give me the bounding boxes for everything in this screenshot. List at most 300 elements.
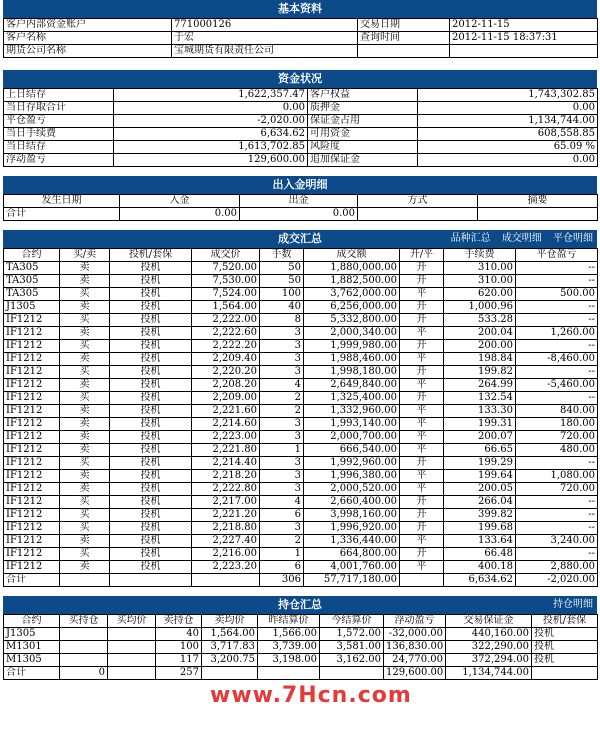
trade-cell: 1,992,960.00	[304, 457, 400, 470]
cashflow-header-row	[4, 195, 598, 208]
fund-label: 平仓盈亏	[4, 115, 114, 128]
trades-total-cell	[400, 574, 444, 587]
position-cell: M1305	[4, 654, 60, 667]
positions-total-cell	[258, 667, 320, 680]
trades-col-header: 开/平	[400, 249, 444, 262]
trade-cell: 开	[400, 522, 444, 535]
trade-cell: 1,564.00	[192, 301, 260, 314]
trade-cell: 买	[60, 496, 110, 509]
trade-row	[4, 561, 598, 574]
trade-cell: 2,000,340.00	[304, 327, 400, 340]
trade-cell: -8,460.00	[516, 353, 598, 366]
positions-table	[3, 614, 598, 680]
trade-cell: TA305	[4, 275, 60, 288]
name-value: 于宏	[172, 32, 358, 45]
link-position-details[interactable]: 持仓明细	[553, 599, 593, 610]
empty-cell	[358, 45, 450, 58]
trade-cell: TA305	[4, 262, 60, 275]
trade-cell: 3	[260, 340, 304, 353]
empty-cell	[450, 45, 598, 58]
position-cell: 1,572.00	[320, 628, 384, 641]
funds-row	[4, 141, 598, 154]
trade-cell: --	[516, 314, 598, 327]
trade-cell: 投机	[110, 288, 192, 301]
trades-col-header: 成交额	[304, 249, 400, 262]
trade-cell: 7,530.00	[192, 275, 260, 288]
trade-cell: 平	[400, 431, 444, 444]
trade-cell: 卖	[60, 327, 110, 340]
trade-date-label: 交易日期	[358, 19, 450, 32]
trade-cell: 2,218.20	[192, 470, 260, 483]
trade-cell: 480.00	[516, 444, 598, 457]
trade-cell: 卖	[60, 444, 110, 457]
trade-row	[4, 379, 598, 392]
position-row	[4, 628, 598, 641]
cashflow-col-header: 入金	[120, 195, 240, 208]
cashflow-section	[3, 176, 597, 221]
fund-value: 0.00	[114, 102, 308, 115]
trade-cell: 2,000,700.00	[304, 431, 400, 444]
trades-total-cell	[60, 574, 110, 587]
trade-cell: 开	[400, 548, 444, 561]
trade-cell: 7,520.00	[192, 262, 260, 275]
positions-header-row	[4, 615, 598, 628]
trade-cell: 投机	[110, 418, 192, 431]
position-cell: 100	[156, 641, 202, 654]
trade-cell: 1,080.00	[516, 470, 598, 483]
trade-row	[4, 405, 598, 418]
trade-cell: 平	[400, 327, 444, 340]
fund-value: 608,558.85	[418, 128, 598, 141]
trade-cell: 平	[400, 379, 444, 392]
trade-cell: 2,222.60	[192, 327, 260, 340]
fund-value: 0.00	[418, 154, 598, 167]
positions-title: 持仓汇总	[278, 598, 322, 611]
trade-cell: 1,998,180.00	[304, 366, 400, 379]
trade-cell: 1,880,000.00	[304, 262, 400, 275]
trade-cell: 310.00	[444, 275, 516, 288]
trade-cell: IF1212	[4, 314, 60, 327]
funds-row	[4, 89, 598, 102]
trade-cell: 133.30	[444, 405, 516, 418]
trade-cell: 2,223.20	[192, 561, 260, 574]
cashflow-col-header: 方式	[358, 195, 478, 208]
cashflow-total-row	[4, 208, 598, 221]
position-cell	[108, 654, 156, 667]
trades-col-header: 合约	[4, 249, 60, 262]
trade-cell: 3	[260, 418, 304, 431]
trade-cell: IF1212	[4, 522, 60, 535]
trade-cell: 2,209.00	[192, 392, 260, 405]
trade-cell: 买	[60, 548, 110, 561]
trade-cell: 买	[60, 366, 110, 379]
fund-label: 客户权益	[308, 89, 418, 102]
trade-cell: 投机	[110, 275, 192, 288]
link-close-details[interactable]: 平仓明细	[553, 233, 593, 244]
position-cell: 1,566.00	[258, 628, 320, 641]
positions-total-cell	[532, 667, 598, 680]
trade-cell: IF1212	[4, 340, 60, 353]
basic-info-header: 基本资料	[3, 0, 597, 18]
trade-cell: 1	[260, 548, 304, 561]
trade-date-value: 2012-11-15	[450, 19, 598, 32]
trade-cell: 投机	[110, 301, 192, 314]
trade-cell: 3	[260, 366, 304, 379]
trade-cell: 投机	[110, 405, 192, 418]
cashflow-total-cell: 合计	[4, 208, 120, 221]
trade-cell: 平	[400, 288, 444, 301]
basic-info-row	[4, 19, 598, 32]
trade-cell: 310.00	[444, 262, 516, 275]
trade-cell: 投机	[110, 379, 192, 392]
trade-cell: --	[516, 392, 598, 405]
trade-cell: 买	[60, 509, 110, 522]
trade-cell: 3	[260, 353, 304, 366]
trade-cell: 投机	[110, 444, 192, 457]
trade-cell: 1,336,440.00	[304, 535, 400, 548]
cashflow-col-header: 摘要	[478, 195, 598, 208]
positions-total-row	[4, 667, 598, 680]
trade-cell: 720.00	[516, 431, 598, 444]
fund-label: 当日结存	[4, 141, 114, 154]
trades-section	[3, 230, 597, 587]
cashflow-table	[3, 194, 598, 221]
trade-cell: 投机	[110, 392, 192, 405]
trade-cell: 50	[260, 262, 304, 275]
trade-cell: IF1212	[4, 353, 60, 366]
position-cell	[108, 628, 156, 641]
trade-cell: IF1212	[4, 327, 60, 340]
position-cell	[60, 641, 108, 654]
trade-row	[4, 392, 598, 405]
trade-cell: IF1212	[4, 470, 60, 483]
trade-cell: IF1212	[4, 418, 60, 431]
trade-cell: 平	[400, 405, 444, 418]
trade-cell: 投机	[110, 561, 192, 574]
trade-row	[4, 444, 598, 457]
query-time-value: 2012-11-15 18:37:31	[450, 32, 598, 45]
trade-cell: 2,214.60	[192, 418, 260, 431]
trades-total-cell: 57,717,180.00	[304, 574, 400, 587]
trade-cell: 200.00	[444, 340, 516, 353]
trade-cell: 1,993,140.00	[304, 418, 400, 431]
position-cell: 3,200.75	[202, 654, 258, 667]
basic-info-row	[4, 45, 598, 58]
positions-total-cell	[202, 667, 258, 680]
statement	[3, 0, 597, 689]
trade-row	[4, 275, 598, 288]
fund-label: 保证金占用	[308, 115, 418, 128]
trade-cell: 买	[60, 314, 110, 327]
trade-cell: 开	[400, 457, 444, 470]
trade-cell: 4	[260, 379, 304, 392]
trade-cell: 卖	[60, 418, 110, 431]
trade-cell: TA305	[4, 288, 60, 301]
trade-cell: 3,240.00	[516, 535, 598, 548]
trade-cell: 6	[260, 509, 304, 522]
trade-cell: IF1212	[4, 366, 60, 379]
trades-col-header: 平仓盈亏	[516, 249, 598, 262]
company-label: 期货公司名称	[4, 45, 172, 58]
trades-col-header: 成交价	[192, 249, 260, 262]
trade-cell: 200.05	[444, 483, 516, 496]
fund-label: 当日存取合计	[4, 102, 114, 115]
trade-row	[4, 470, 598, 483]
funds-row	[4, 115, 598, 128]
fund-value: 1,613,702.85	[114, 141, 308, 154]
trade-cell: 卖	[60, 470, 110, 483]
trade-cell: 66.48	[444, 548, 516, 561]
trade-row	[4, 535, 598, 548]
trade-cell: 卖	[60, 353, 110, 366]
trade-cell: 买	[60, 288, 110, 301]
trade-cell: --	[516, 262, 598, 275]
trade-cell: 500.00	[516, 288, 598, 301]
trade-cell: 投机	[110, 483, 192, 496]
trade-cell: 4	[260, 496, 304, 509]
trade-cell: 2,880.00	[516, 561, 598, 574]
fund-value: 129,600.00	[114, 154, 308, 167]
trade-cell: 开	[400, 496, 444, 509]
trade-cell: 2,220.20	[192, 366, 260, 379]
trade-cell: 开	[400, 314, 444, 327]
funds-row	[4, 128, 598, 141]
trade-cell: 840.00	[516, 405, 598, 418]
fund-label: 浮动盈亏	[4, 154, 114, 167]
positions-col-header: 今结算价	[320, 615, 384, 628]
trade-cell: 投机	[110, 470, 192, 483]
trade-cell: 2,208.20	[192, 379, 260, 392]
trade-cell: 卖	[60, 431, 110, 444]
positions-col-header: 交易保证金	[446, 615, 532, 628]
trade-cell: 2,660,400.00	[304, 496, 400, 509]
position-row	[4, 654, 598, 667]
name-label: 客户名称	[4, 32, 172, 45]
positions-links	[545, 596, 593, 614]
positions-total-cell: 129,600.00	[384, 667, 446, 680]
trade-cell: 199.68	[444, 522, 516, 535]
positions-col-header: 卖持仓	[156, 615, 202, 628]
position-cell: 24,770.00	[384, 654, 446, 667]
trade-cell: IF1212	[4, 392, 60, 405]
trades-col-header: 手数	[260, 249, 304, 262]
trade-cell: 720.00	[516, 483, 598, 496]
trade-cell: 平	[400, 444, 444, 457]
trade-cell: 180.00	[516, 418, 598, 431]
trade-cell: 2	[260, 392, 304, 405]
trade-cell: IF1212	[4, 457, 60, 470]
trade-cell: 开	[400, 262, 444, 275]
link-variety-summary[interactable]: 品种汇总	[450, 233, 491, 244]
funds-section	[3, 70, 597, 167]
position-cell: 投机	[532, 641, 598, 654]
trade-row	[4, 340, 598, 353]
positions-total-cell: 合计	[4, 667, 60, 680]
trade-row	[4, 457, 598, 470]
position-cell: 117	[156, 654, 202, 667]
trade-cell: 1	[260, 444, 304, 457]
trade-cell: 133.64	[444, 535, 516, 548]
funds-header: 资金状况	[3, 70, 597, 88]
positions-col-header: 合约	[4, 615, 60, 628]
trade-cell: IF1212	[4, 444, 60, 457]
trade-cell: J1305	[4, 301, 60, 314]
trade-cell: 620.00	[444, 288, 516, 301]
positions-col-header: 买持仓	[60, 615, 108, 628]
trades-table	[3, 248, 598, 587]
trades-col-header: 买/卖	[60, 249, 110, 262]
trade-row	[4, 522, 598, 535]
trade-cell: 平	[400, 353, 444, 366]
trade-cell: 1,882,500.00	[304, 275, 400, 288]
trade-cell: 2,216.00	[192, 548, 260, 561]
account-label: 客户内部资金账户	[4, 19, 172, 32]
trade-cell: 买	[60, 340, 110, 353]
trade-row	[4, 431, 598, 444]
fund-label: 追加保证金	[308, 154, 418, 167]
trade-cell: 200.07	[444, 431, 516, 444]
funds-table	[3, 88, 598, 167]
trade-cell: 132.54	[444, 392, 516, 405]
trade-cell: 5,332,800.00	[304, 314, 400, 327]
trade-cell: 投机	[110, 314, 192, 327]
funds-row	[4, 102, 598, 115]
position-cell: 322,290.00	[446, 641, 532, 654]
trade-cell: 3	[260, 457, 304, 470]
trade-cell: 1,325,400.00	[304, 392, 400, 405]
trade-cell: 1,332,960.00	[304, 405, 400, 418]
trade-cell: 199.29	[444, 457, 516, 470]
positions-header	[3, 596, 597, 614]
fund-value: 1,743,302.85	[418, 89, 598, 102]
position-cell: 投机	[532, 654, 598, 667]
position-cell: 440,160.00	[446, 628, 532, 641]
trade-cell: 投机	[110, 509, 192, 522]
fund-label: 风险度	[308, 141, 418, 154]
trade-cell: 1,260.00	[516, 327, 598, 340]
trade-cell: 卖	[60, 301, 110, 314]
trade-cell: 2,222.00	[192, 314, 260, 327]
trade-cell: 平	[400, 483, 444, 496]
trade-cell: IF1212	[4, 548, 60, 561]
trade-row	[4, 366, 598, 379]
trade-cell: 266.04	[444, 496, 516, 509]
fund-label: 上日结存	[4, 89, 114, 102]
positions-col-header: 卖均价	[202, 615, 258, 628]
trade-cell: 开	[400, 275, 444, 288]
trade-cell: 1,999,980.00	[304, 340, 400, 353]
position-cell: 372,294.00	[446, 654, 532, 667]
fund-value: 6,634.62	[114, 128, 308, 141]
trade-cell: 买	[60, 392, 110, 405]
trade-cell: 3,762,000.00	[304, 288, 400, 301]
trade-cell: 66.65	[444, 444, 516, 457]
trade-cell: 199.31	[444, 418, 516, 431]
positions-total-cell	[320, 667, 384, 680]
trade-cell: 199.82	[444, 366, 516, 379]
trade-cell: 1,000.96	[444, 301, 516, 314]
trades-total-cell: 306	[260, 574, 304, 587]
trade-cell: 6	[260, 561, 304, 574]
cashflow-total-cell: 0.00	[240, 208, 358, 221]
query-time-label: 查询时间	[358, 32, 450, 45]
trade-cell: 卖	[60, 262, 110, 275]
trade-cell: 50	[260, 275, 304, 288]
trade-cell: --	[516, 509, 598, 522]
trade-cell: 投机	[110, 340, 192, 353]
trade-cell: 198.84	[444, 353, 516, 366]
trade-cell: 3,998,160.00	[304, 509, 400, 522]
trade-cell: IF1212	[4, 561, 60, 574]
trade-row	[4, 548, 598, 561]
trade-cell: 3	[260, 483, 304, 496]
trades-col-header: 手续费	[444, 249, 516, 262]
trade-cell: 开	[400, 392, 444, 405]
account-value: 771000126	[172, 19, 358, 32]
trade-cell: 264.99	[444, 379, 516, 392]
trade-row	[4, 314, 598, 327]
trade-cell: --	[516, 522, 598, 535]
fund-label: 可用资金	[308, 128, 418, 141]
trades-total-cell	[110, 574, 192, 587]
cashflow-col-header: 出金	[240, 195, 358, 208]
trade-cell: 投机	[110, 457, 192, 470]
fund-value: 1,134,744.00	[418, 115, 598, 128]
trade-cell: 2,221.20	[192, 509, 260, 522]
trade-cell: 卖	[60, 379, 110, 392]
trade-cell: 2,223.00	[192, 431, 260, 444]
trade-row	[4, 301, 598, 314]
trade-cell: 1,996,920.00	[304, 522, 400, 535]
trade-cell: 卖	[60, 483, 110, 496]
position-cell: 1,564.00	[202, 628, 258, 641]
trade-cell: 开	[400, 301, 444, 314]
trade-cell: 投机	[110, 353, 192, 366]
trade-cell: 2,221.80	[192, 444, 260, 457]
cashflow-col-header: 发生日期	[4, 195, 120, 208]
trades-total-cell: 合计	[4, 574, 60, 587]
trade-cell: --	[516, 457, 598, 470]
position-row	[4, 641, 598, 654]
trade-cell: --	[516, 366, 598, 379]
cashflow-header: 出入金明细	[3, 176, 597, 194]
link-trade-details[interactable]: 成交明细	[501, 233, 542, 244]
positions-total-cell: 0	[60, 667, 108, 680]
trade-cell: 2,209.40	[192, 353, 260, 366]
trade-cell: --	[516, 548, 598, 561]
trade-cell: 8	[260, 314, 304, 327]
trade-cell: -5,460.00	[516, 379, 598, 392]
basic-info-section	[3, 0, 597, 58]
trade-cell: 2,222.80	[192, 483, 260, 496]
trade-cell: IF1212	[4, 483, 60, 496]
trade-cell: 664,800.00	[304, 548, 400, 561]
trades-total-row	[4, 574, 598, 587]
cashflow-total-cell	[358, 208, 478, 221]
trade-cell: 投机	[110, 548, 192, 561]
trade-cell: 投机	[110, 496, 192, 509]
trade-cell: 2,227.40	[192, 535, 260, 548]
positions-col-header: 浮动盈亏	[384, 615, 446, 628]
trade-cell: 投机	[110, 262, 192, 275]
trade-row	[4, 509, 598, 522]
basic-info-row	[4, 32, 598, 45]
position-cell: 3,162.00	[320, 654, 384, 667]
trade-cell: 开	[400, 340, 444, 353]
trades-links	[443, 230, 593, 248]
trade-row	[4, 353, 598, 366]
trade-row	[4, 288, 598, 301]
